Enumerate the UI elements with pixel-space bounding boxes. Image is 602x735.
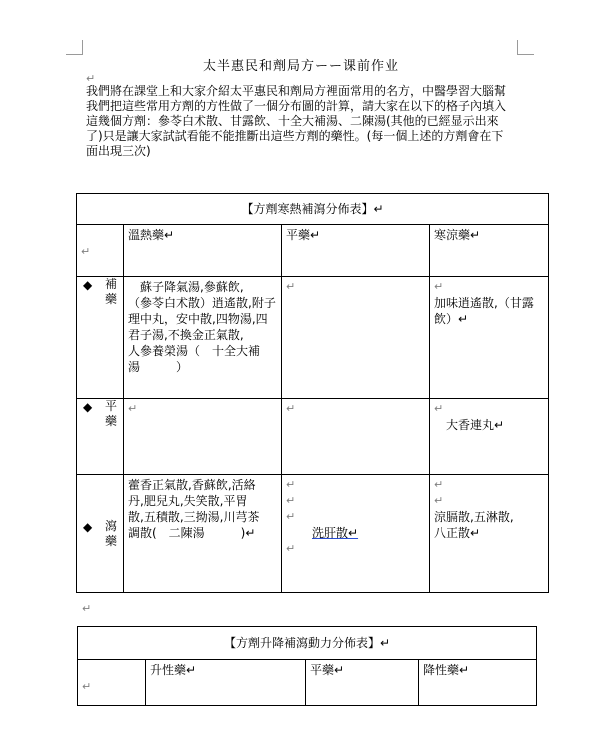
row-label-text: 補藥 [105,277,118,306]
cell-neutral-warm[interactable]: ↵ [124,399,282,475]
bullet-diamond-icon: ◆ [83,520,93,534]
table2-title: 【方劑升降補瀉動力分佈表】↵ [78,627,537,660]
header-corner-cell[interactable]: ↵ [77,225,124,277]
cell-tonify-warm[interactable]: 蘇子降氣湯,參蘇飲, （參苓白术散）逍遙散,附子 理中丸，安中散,四物湯,四 君子湯,不換金正氣散, 人參養榮湯（ 十全大補湯 ） [124,277,282,399]
crop-mark-right [517,40,534,55]
header-warm: 溫熱藥↵ [124,225,282,277]
row-label-neutral [77,399,124,475]
intro-line: 這幾個方劑：參苓白术散、甘露飲、十全大補湯、二陳湯(其他的已經显示出來 [86,114,499,128]
cell-neutral-cold[interactable]: ↵ 大香連丸↵ [430,399,549,475]
intro-line: 我們把這些常用方劑的方性做了一個分布圖的計算，請大家在以下的格子內填入 [86,99,507,113]
cell-drain-neutral[interactable]: ↵ ↵ ↵ 洗肝散↵ ↵ [282,475,430,593]
cell-tonify-neutral[interactable]: ↵ [282,277,430,399]
crop-mark-left [66,40,83,55]
bullet-diamond-icon: ◆ [83,278,93,292]
header-ascending: 升性藥↵ [146,660,306,706]
cell-drain-cold[interactable]: ↵ ↵ 涼膈散,五淋散, 八正散↵ [430,475,549,593]
cell-drain-warm[interactable]: 藿香正氣散,香蘇飲,活絡 丹,肥兒丸,失笑散,平胃 散,五積散,三拗湯,川芎茶 調散( 二陳湯 )↵ [124,475,282,593]
row-label-drain [77,475,124,593]
header-descending: 降性藥↵ [419,660,537,706]
document-title: 太半惠民和劑局方ーー课前作业 [202,59,399,74]
intro-paragraph [86,84,518,159]
intro-line: 我們將在課堂上和大家介紹太平惠民和劑局方裡面常用的名方，中醫學習大腦幫 [86,84,507,98]
row-label-tonify [77,277,124,399]
row-label-text: 平藥 [105,399,118,428]
bullet-diamond-icon: ◆ [83,400,93,414]
row-label-text: 瀉藥 [105,519,118,548]
cell-tonify-cold[interactable]: ↵ 加味逍遙散,（甘露飲）↵ [430,277,549,399]
header-cold: 寒涼藥↵ [430,225,549,277]
cell-neutral-neutral[interactable]: ↵ [282,399,430,475]
header-neutral: 平藥↵ [282,225,430,277]
paragraph-mark: ↵ [82,602,92,615]
ascend-descend-table [77,626,537,706]
header-neutral: 平藥↵ [306,660,419,706]
table1-title: 【方劑寒熱補瀉分佈表】↵ [77,194,549,225]
intro-line: 了)只是讓大家試試看能不能推斷出這些方劑的藥性。(每一個上述的方劑會在下 [86,129,504,143]
paragraph-mark: ↵ [86,72,96,85]
header-corner-cell[interactable]: ↵ [78,660,146,706]
intro-line: 面出現三次) [86,144,151,158]
cold-hot-tonify-drain-table [76,193,549,593]
